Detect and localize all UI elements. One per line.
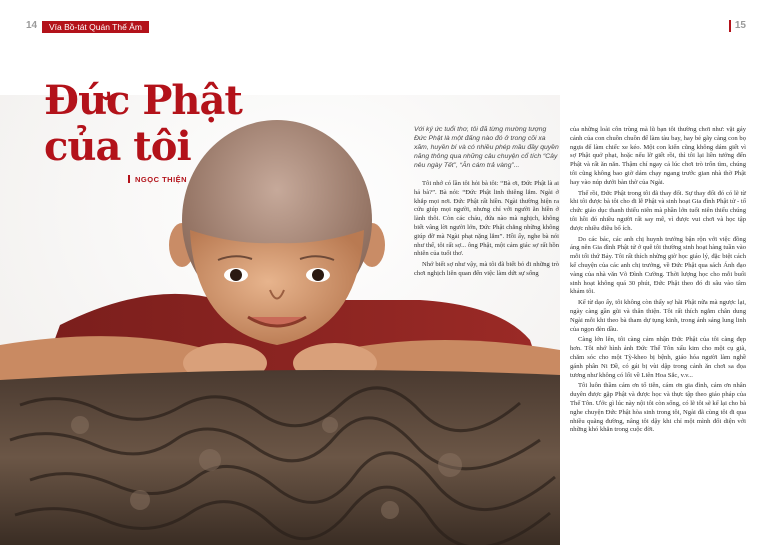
body-paragraph: Kể từ dạo ấy, tôi không còn thấy sợ hãi Phật nữa mà ngược lại, ngày càng gần gũi và thân thiện. Tôi rất thích ngắm chân dung Ngài mỗi khi theo bà tham dự tụng kinh, trong ánh sáng lung linh của ngọn đèn dầu. [570, 299, 746, 333]
body-paragraph: của những loài côn trùng mà lũ bạn tôi thường chơi như: vặt gáy cánh của con chuồn chuồn để làm tàu bay, hay bẻ gãy càng con bọ ngựa để làm chiếc xe kéo. Một con kiến cũng không dám giết vì sợ Phật quở phạt, hoặc nếu lỡ giết rồi, thì tôi lại liền tưởng đến Phật và rất ăn năn. Thậm chí ngay cả lúc chơi trò trốn tìm, chúng tôi cũng không bao giờ dám chạy ngang trước gian nhà thờ Phật hay vào núp dưới bàn thờ của Ngài. [570, 126, 746, 186]
body-column-right [570, 126, 746, 437]
byline-marker [128, 175, 130, 183]
body-paragraph: Tôi luôn thầm cám ơn tổ tiên, cám ơn gia đình, cám ơn nhân duyên được gặp Phật và được học và thực tập theo giáo pháp của Thế Tôn. Ước gì lúc này nội tôi còn sống, có lẽ tôi sẽ kể lại cho bà nghe chuyện Đức Phật hòa sinh trong tôi, Ngài đã cùng tôi đi qua nhiều quãng đường, nâng tôi dậy khi chỉ một mình đối diện với những khó khăn trong cuộc đời. [570, 382, 746, 434]
body-paragraph: Do các bác, các anh chị huynh trưởng bận rộn với việc đồng áng nên Gia đình Phật tử ở quê tôi thường sinh hoạt hàng tuần vào mỗi tối thứ Bảy. Tôi rất thích những giờ học giáo lý, đặc biệt cách kể chuyện của các anh chị trưởng, về Đức Phật qua sách Ánh đạo vàng của nhà văn Võ Đình Cường. Thời lượng học cho mỗi buổi sinh hoạt không quá 30 phút, Đức Phật theo đó đi sâu vào tâm khảm tôi. [570, 235, 746, 296]
article-title [44, 78, 242, 170]
article-lede: Với ký ức tuổi thơ, tôi đã từng mường tượng Đức Phật là một đấng nào đó ở trong cõi xa xăm, huyền bí và có nhiều phép mầu đầy quyền năng thông qua những câu chuyện cổ tích “Cây nêu ngày Tết”, “Ăn cám trả vàng”... [414, 126, 559, 169]
page-number-right: 15 [734, 20, 746, 31]
body-paragraph: Nhớ biết sợ như vậy, mà tôi đã biết bỏ đi những trò chơi nghịch liên quan đến việc làm dứt sự sống [414, 261, 559, 277]
page-number-left: 14 [26, 20, 38, 31]
body-column-middle [414, 180, 559, 281]
body-paragraph: Tôi nhớ có lần tôi hỏi bà tôi: “Bà ơi, Đức Phật là ai hả bà?”. Bà nói: “Đức Phật linh thiêng lắm. Ngài ở khắp mọi nơi. Đức Phật rất hiền. Ngài thường hiện ra cứu giúp mọi người, nhưng chỉ với người ăn hiền ở lành thôi. Còn các cháu, đứa nào mà nghịch, không biết vâng lời người lớn, Đức Phật chẳng những không giúp đỡ mà Ngài phạt nặng lắm”. Hồi ấy, nghe bà nói như thế, tôi rất sợ... ông Phật, một cảm giác sợ rất hồn nhiên của tuổi thơ. [414, 180, 559, 258]
author-name: NGỌC THIỆN [135, 175, 188, 184]
author-byline [128, 175, 187, 184]
article-title-line1: Đức Phật [44, 77, 242, 124]
section-tag: Vía Bồ-tát Quán Thế Âm [42, 21, 149, 33]
body-paragraph: Càng lớn lên, tôi càng cảm nhận Đức Phật của tôi càng đẹp hơn. Tôi nhớ hình ảnh Đức Thế Tôn xấu kim cho một cụ già, chăm sóc cho một Tỳ-kheo bị bệnh, giáo hóa người làm nghề gánh phân Ni Đề, có gái bị vùi dập trong cảnh ăn chơi sa đọa tương như không có lối về Liên Hoa Sắc, v.v... [570, 336, 746, 379]
body-paragraph: Thế rồi, Đức Phật trong tôi đã thay đổi. Sự thay đổi đó có lẽ từ khi tôi được bà tôi cho đi lễ Phật và sinh hoạt Gia đình Phật tử - tổ chức giáo dục thanh thiếu niên mà phần lớn tuổi niên thiếu chúng tôi hồi đó nhiều người rất say mê, vì được vui chơi và học tập được nhiều điều bổ ích. [570, 189, 746, 232]
article-title-line2: của tôi [44, 123, 191, 170]
page-number-marker [729, 20, 731, 32]
